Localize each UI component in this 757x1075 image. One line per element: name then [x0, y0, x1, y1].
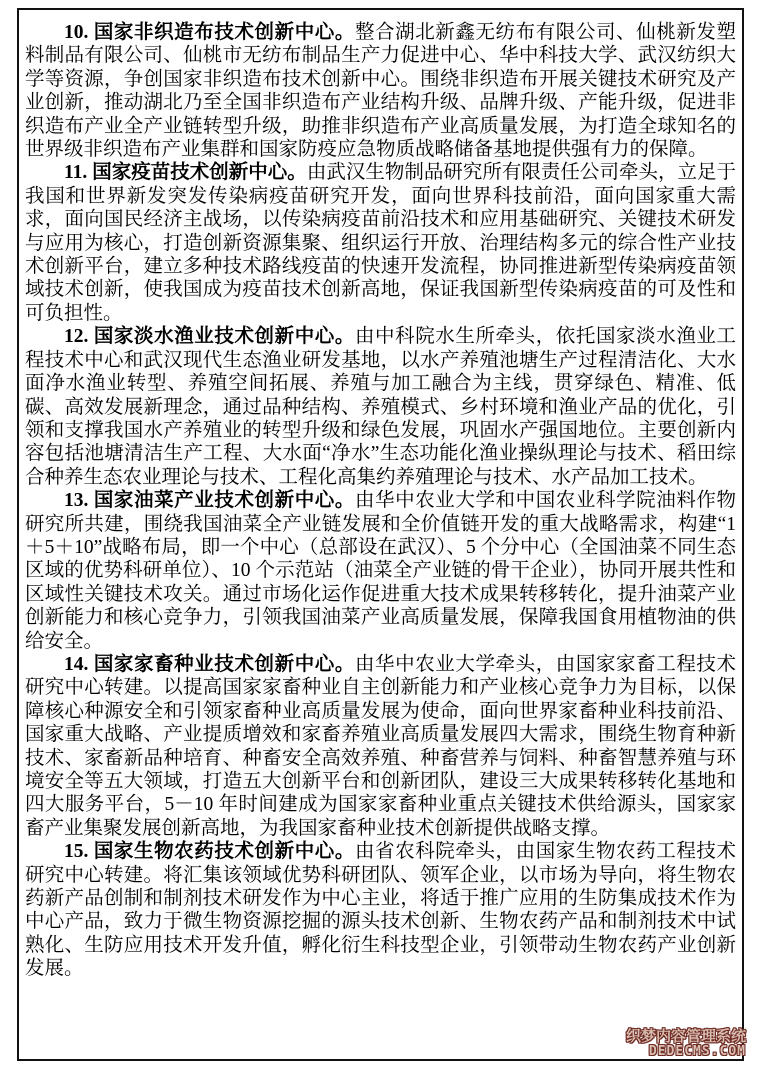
paragraph-12-heading [64, 326, 355, 347]
paragraph-body: 由武汉生物制品研究所有限责任公司牵头，立足于我国和世界新发突发传染病疫苗研究开发，面向世界科技前沿，面向国家重大需求，面向国民经济主战场，以传染病疫苗前沿技术和应用基础研究、关键技术研发与应用为核心，打造创新资源集聚、组织运行开放、治理结构多元的综合性产业技术创新平台，建立多种技术路线疫苗的快速开发流程，协同推进新型传染病疫苗领域技术创新，使我国成为疫苗技术创新高地，保证我国新型传染病疫苗的可及性和可负担性。 [25, 162, 736, 324]
paragraph-body: 由华中农业大学牵头，由国家家畜工程技术研究中心转建。以提高国家家畜种业自主创新能力和产业核心竞争力为目标，以保障核心种源安全和引领家畜种业高质量发展为使命，面向世界家畜种业科技前沿、国家重大战略、产业提质增效和家畜养殖业高质量发展四大需求，围绕生物育种新技术、家畜新品种培育、种畜安全高效养殖、种畜营养与饲料、种畜智慧养殖与环境安全等五大领域，打造五大创新平台和创新团队，建设三大成果转移转化基地和四大服务平台，5－10 年时间建成为国家家畜种业重点关键技术供给源头，国家家畜产业集聚发展创新高地，为我国家畜种业技术创新提供战略支撑。 [25, 653, 736, 839]
paragraph-15 [25, 840, 736, 980]
watermark-cn-text: 织梦内容管理系统 [625, 1028, 746, 1045]
paragraph-11 [25, 161, 736, 325]
paragraph-body: 由华中农业大学和中国农业科学院油料作物研究所共建，围绕我国油菜全产业链发展和全价值链开发的重大战略需求，构建“1＋5＋10”战略布局，即一个中心（总部设在武汉）、5 个分中心（全国油菜不同生态区域的优势科研单位）、10 个示范站（油菜全产业链的骨干企业），协同开展共性和区域性关键技术攻关。通过市场化运作促进重大技术成果转移转化，提升油菜产业创新能力和核心竞争力，引领我国油菜产业高质量发展，保障我国食用植物油的供给安全。 [25, 490, 736, 652]
paragraph-title: 国家淡水渔业技术创新中心。 [93, 326, 355, 348]
document-page-frame [17, 8, 744, 1061]
paragraph-title: 国家非织造布技术创新中心。 [93, 22, 355, 43]
paragraph-number: 13. [64, 490, 89, 512]
paragraph-number: 11. [64, 162, 88, 184]
paragraph-10-heading [64, 22, 355, 43]
dedecms-watermark [626, 1029, 746, 1058]
paragraph-14-heading [64, 654, 355, 675]
paragraph-number: 12. [64, 326, 89, 348]
paragraph-13 [25, 489, 736, 653]
paragraph-title: 国家家畜种业技术创新中心。 [93, 653, 355, 675]
paragraph-14 [25, 653, 736, 840]
paragraph-body: 整合湖北新鑫无纺布有限公司、仙桃新发塑料制品有限公司、仙桃市无纺布制品生产力促进中心、华中科技大学、武汉纺织大学等资源，争创国家非织造布技术创新中心。围绕非织造布开展关键技术研究及产业创新，推动湖北乃至全国非织造布产业结构升级、品牌升级、产能升级，促进非织造布产业全产业链转型升级，助推非织造布产业高质量发展，为打造全球知名的世界级非织造布产业集群和国家防疫应急物质战略储备基地提供强有力的保障。 [25, 22, 736, 161]
paragraph-number: 14. [64, 653, 89, 675]
paragraph-11-heading [64, 162, 307, 183]
document-text-area [19, 10, 742, 985]
paragraph-title: 国家疫苗技术创新中心。 [92, 162, 307, 184]
paragraph-title: 国家生物农药技术创新中心。 [93, 841, 355, 863]
paragraph-13-heading [64, 490, 355, 511]
paragraph-10 [25, 21, 736, 161]
paragraph-15-heading [64, 841, 355, 862]
paragraph-12 [25, 325, 736, 489]
watermark-domain-text: DEDECMS.COM [648, 1044, 746, 1059]
paragraph-body: 由中科院水生所牵头，依托国家淡水渔业工程技术中心和武汉现代生态渔业研发基地，以水产养殖池塘生产过程清洁化、大水面净水渔业转型、养殖空间拓展、养殖与加工融合为主线，贯穿绿色、精准、低碳、高效发展新理念，通过品种结构、养殖模式、乡村环境和渔业产品的优化，引领和支撑我国水产养殖业的转型升级和绿色发展，巩固水产强国地位。主要创新内容包括池塘清洁生产工程、大水面“净水”生态功能化渔业操纵理论与技术、稻田综合种养生态农业理论与技术、工程化高集约养殖理论与技术、水产品加工技术。 [25, 326, 736, 488]
paragraph-body: 由省农科院牵头，由国家生物农药工程技术研究中心转建。将汇集该领域优势科研团队、领军企业，以市场为导向，将生物农药新产品创制和制剂技术研发作为中心主业，将适于推广应用的生防集成技术作为中心产品，致力于微生物资源挖掘的源头技术创新、生物农药产品和制剂技术中试熟化、生防应用技术开发升值，孵化衍生科技型企业，引领带动生物农药产业创新发展。 [25, 841, 736, 980]
paragraph-title: 国家油菜产业技术创新中心。 [93, 490, 355, 512]
paragraph-number: 10. [64, 22, 89, 43]
paragraph-number: 15. [64, 841, 89, 863]
